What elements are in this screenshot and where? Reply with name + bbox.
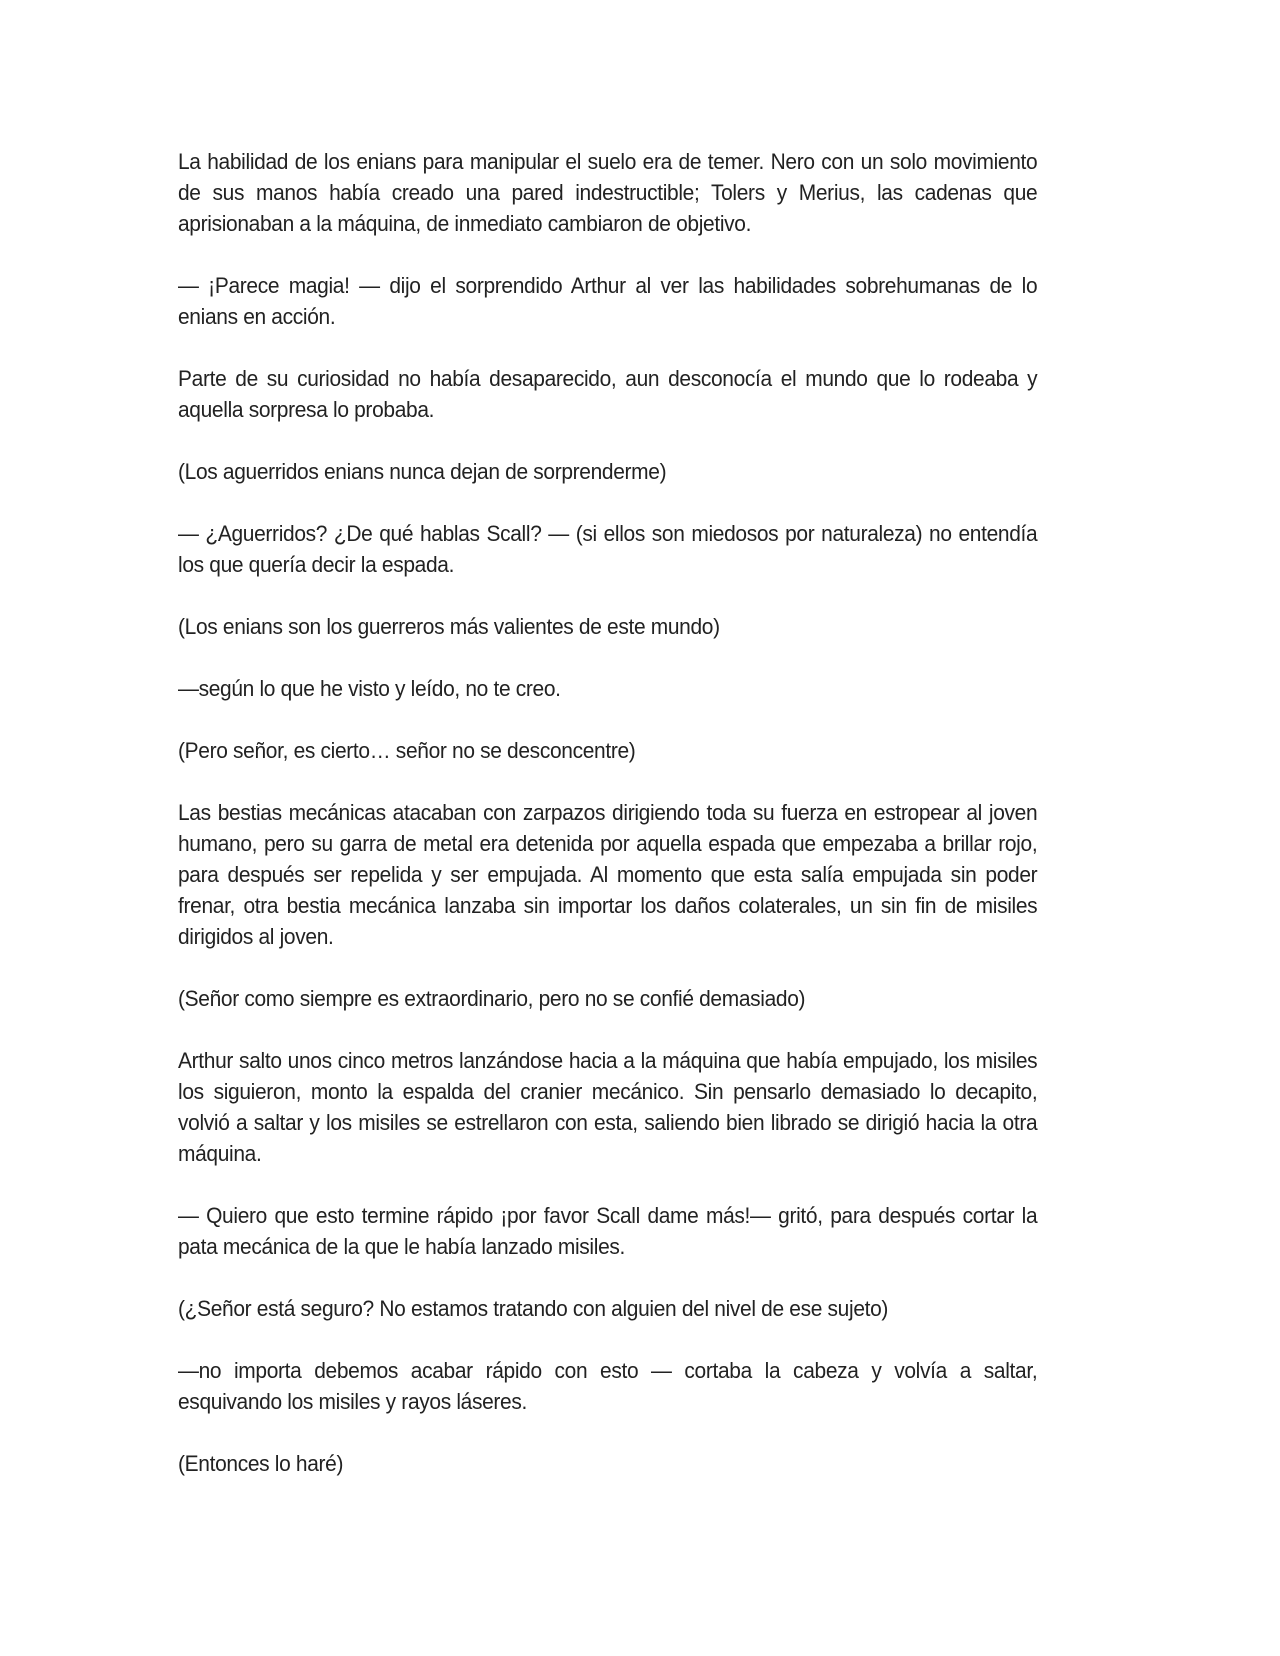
paragraph: — ¡Parece magia! — dijo el sorprendido Arthur al ver las habilidades sobrehumanas de lo enians en acción. xyxy=(178,273,1038,329)
paragraph: (Pero señor, es cierto… señor no se desconcentre) xyxy=(178,738,636,763)
paragraph: Parte de su curiosidad no había desaparecido, aun desconocía el mundo que lo rodeaba y aquella sorpresa lo probaba. xyxy=(178,366,1038,422)
paragraph: La habilidad de los enians para manipular el suelo era de temer. Nero con un solo movimiento de sus manos había creado una pared indestructible; Tolers y Merius, las cadenas que aprisionaban a la máquina, de inmediato cambiaron de objetivo. xyxy=(178,149,1038,236)
paragraph: —no importa debemos acabar rápido con esto — cortaba la cabeza y volvía a saltar, esquivando los misiles y rayos láseres. xyxy=(178,1358,1038,1414)
paragraph: (Entonces lo haré) xyxy=(178,1451,344,1476)
paragraph: (Señor como siempre es extraordinario, pero no se confié demasiado) xyxy=(178,986,806,1011)
paragraph: (¿Señor está seguro? No estamos tratando con alguien del nivel de ese sujeto) xyxy=(178,1296,889,1321)
paragraph: —según lo que he visto y leído, no te creo. xyxy=(178,676,561,701)
paragraph: (Los aguerridos enians nunca dejan de sorprenderme) xyxy=(178,459,667,484)
paragraph: — ¿Aguerridos? ¿De qué hablas Scall? — (si ellos son miedosos por naturaleza) no entendía los que quería decir la espada. xyxy=(178,521,1038,577)
paragraph: — Quiero que esto termine rápido ¡por favor Scall dame más!— gritó, para después cortar la pata mecánica de la que le había lanzado misiles. xyxy=(178,1203,1038,1259)
paragraph: Las bestias mecánicas atacaban con zarpazos dirigiendo toda su fuerza en estropear al joven humano, pero su garra de metal era detenida por aquella espada que empezaba a brillar rojo, para después ser repelida y ser empujada. Al momento que esta salía empujada sin poder frenar, otra bestia mecánica lanzaba sin importar los daños colaterales, un sin fin de misiles dirigidos al joven. xyxy=(178,800,1038,949)
paragraph: (Los enians son los guerreros más valientes de este mundo) xyxy=(178,614,720,639)
document-body xyxy=(178,146,1037,1510)
paragraph: Arthur salto unos cinco metros lanzándose hacia a la máquina que había empujado, los misiles los siguieron, monto la espalda del cranier mecánico. Sin pensarlo demasiado lo decapito, volvió a saltar y los misiles se estrellaron con esta, saliendo bien librado se dirigió hacia la otra máquina. xyxy=(178,1048,1038,1166)
